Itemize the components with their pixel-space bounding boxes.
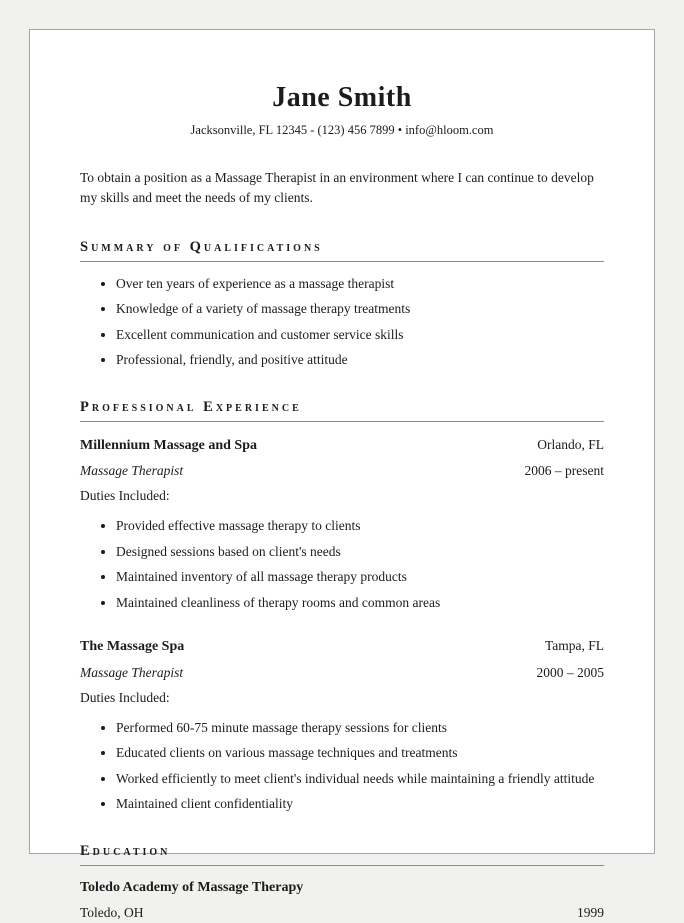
- job-role: Massage Therapist: [80, 664, 184, 680]
- resume-page: [29, 29, 655, 920]
- job-duties-list: [80, 719, 604, 813]
- graduation-year: 1999: [577, 904, 604, 920]
- company-name: The Massage Spa: [80, 639, 185, 655]
- job-role-row: [80, 664, 604, 683]
- job-company-row: [80, 637, 604, 657]
- education-school-row: [80, 878, 604, 898]
- bullet-item: • Maintained cleanliness of therapy rooms and common areas: [116, 594, 604, 612]
- job-role: Massage Therapist: [80, 463, 184, 479]
- duties-label: Duties Included:: [80, 488, 170, 504]
- school-name: Toledo Academy of Massage Therapy: [80, 880, 304, 896]
- bullet-item: • Educated clients on various massage techniques and treatments: [116, 744, 604, 762]
- bullet-item: • Over ten years of experience as a massage therapist: [116, 275, 604, 293]
- job-entry: [80, 436, 604, 612]
- bullet-item: • Maintained inventory of all massage therapy products: [116, 568, 604, 586]
- person-name: Jane Smith: [272, 82, 412, 113]
- job-location: Orlando, FL: [537, 436, 604, 452]
- bullet-item: • Excellent communication and customer service skills: [116, 326, 604, 344]
- job-entry: [80, 637, 604, 813]
- resume-header: [80, 82, 604, 138]
- section-qualifications: [80, 239, 604, 369]
- qualifications-list: [80, 275, 604, 369]
- bullet-item: • Provided effective massage therapy to clients: [116, 517, 604, 535]
- education-title: Education: [80, 843, 604, 866]
- bullet-item: • Maintained client confidentiality: [116, 795, 604, 813]
- contact-line: Jacksonville, FL 12345 - (123) 456 7899 • info@hloom.com: [190, 123, 494, 137]
- education-location-row: [80, 904, 604, 923]
- experience-title: Professional Experience: [80, 399, 604, 422]
- job-company-row: [80, 436, 604, 456]
- section-experience: [80, 399, 604, 813]
- qualifications-title: Summary of Qualifications: [80, 239, 604, 262]
- company-name: Millennium Massage and Spa: [80, 437, 257, 453]
- bullet-item: • Performed 60-75 minute massage therapy sessions for clients: [116, 719, 604, 737]
- bullet-item: • Designed sessions based on client's needs: [116, 543, 604, 561]
- bullet-item: • Knowledge of a variety of massage therapy treatments: [116, 300, 604, 318]
- job-dates: 2006 – present: [524, 463, 604, 479]
- job-role-row: [80, 462, 604, 481]
- education-entry: [80, 878, 604, 922]
- job-location: Tampa, FL: [544, 638, 604, 654]
- duties-label: Duties Included:: [80, 689, 170, 705]
- bullet-item: • Professional, friendly, and positive attitude: [116, 351, 604, 369]
- job-dates: 2000 – 2005: [536, 664, 604, 680]
- objective-text: To obtain a position as a Massage Therapist in an environment where I can continue to develop my skills and meet the needs of my clients.: [80, 170, 594, 206]
- bullet-item: • Worked efficiently to meet client's individual needs while maintaining a friendly attitude: [116, 770, 604, 788]
- job-duties-list: [80, 517, 604, 611]
- school-location: Toledo, OH: [80, 904, 144, 920]
